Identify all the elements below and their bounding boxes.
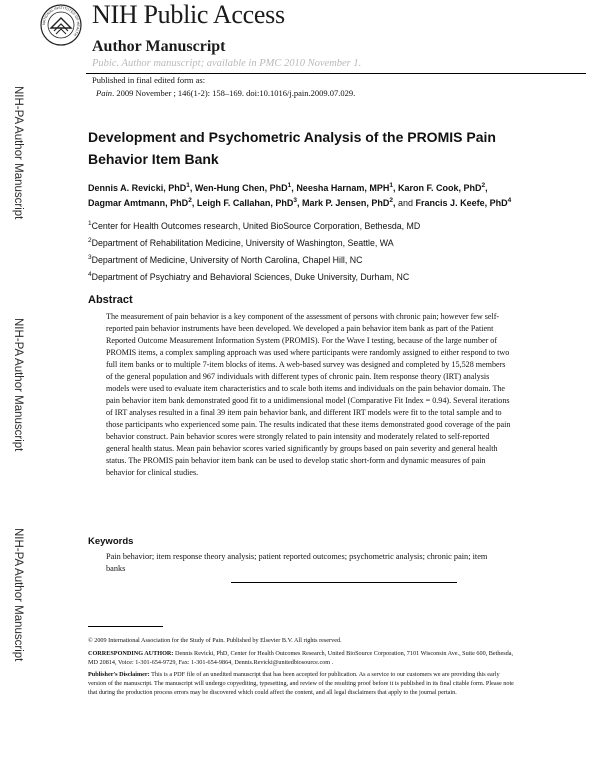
article-title: Development and Psychometric Analysis of the PROMIS Pain Behavior Item Bank (88, 129, 496, 167)
copyright-note: © 2009 International Association for the Study of Pain. Published by Elsevier B.V. All rights reserved. (88, 637, 342, 644)
header-title: NIH Public Access (92, 0, 285, 29)
author: Wen-Hung Chen, PhD (194, 183, 288, 193)
author: Karon F. Cook, PhD (398, 183, 482, 193)
author-affiliation-ref: 1 (389, 182, 393, 189)
affiliation-number: 3 (88, 254, 92, 261)
author-affiliation-ref: 3 (293, 196, 297, 204)
section-rule (231, 582, 457, 583)
affiliation-text: Department of Medicine, University of North Carolina, Chapel Hill, NC (91, 254, 363, 265)
affiliation-number: 1 (88, 220, 92, 227)
author-affiliation-ref: 1 (186, 182, 190, 189)
author-affiliation-ref: 2 (188, 196, 192, 204)
author-affiliation-ref: 2 (389, 196, 393, 204)
author: Dennis A. Revicki, PhD (88, 183, 187, 193)
nih-seal-logo (40, 4, 82, 46)
affiliation (88, 237, 528, 248)
author: Neesha Harnam, MPH (296, 183, 390, 193)
sidebar-watermark: NIH-PA Author Manuscript (12, 528, 24, 662)
affiliation (88, 254, 528, 265)
author: Leigh F. Callahan, PhD (196, 197, 294, 208)
affiliation-text: Department of Psychiatry and Behavioral Sciences, Duke University, Durham, NC (91, 271, 410, 282)
publication-info (92, 74, 355, 100)
author: Mark P. Jensen, PhD (301, 197, 390, 208)
journal-name: Pain (96, 88, 113, 98)
disclaimer-label: Publisher's Disclaimer: (88, 671, 150, 678)
and-word: and (398, 197, 414, 208)
corresponding-author-note (88, 649, 518, 667)
svg-text:NATIONAL INSTITUTES OF HEALTH: NATIONAL INSTITUTES OF HEALTH (41, 5, 81, 37)
author-affiliation-ref: 4 (507, 196, 512, 204)
corresponding-author-text: Dennis Revicki, PhD, Center for Health Outcomes Research, United BioSource Corporation, 7101 Wisconsin Ave., Suite 600, Bethesda, MD 20814, Voice: 1-301-654-9729, Fax: 1-301-654-9864, Dennis.Revicki@unitedbiosource.com . (88, 650, 514, 666)
affiliation (88, 271, 528, 282)
affiliation-text: Center for Health Outcomes research, United BioSource Corporation, Bethesda, MD (91, 220, 421, 231)
citation-details: . 2009 November ; 146(1-2): 158–169. doi:10.1016/j.pain.2009.07.029. (112, 88, 356, 98)
availability-note: Pubic. Author manuscript; available in PMC 2010 November 1. (92, 58, 362, 69)
header-subtitle: Author Manuscript (92, 38, 226, 55)
corresponding-author-label: CORRESPONDING AUTHOR: (88, 650, 174, 657)
keywords-text: Pain behavior; item response theory analysis; patient reported outcomes; psychometric analysis; chronic pain; item banks (106, 552, 488, 573)
published-in-label: Published in final edited form as: (92, 75, 206, 85)
affiliation (88, 220, 528, 231)
affiliation-number: 4 (88, 271, 92, 278)
abstract-text: The measurement of pain behavior is a key component of the assessment of persons with chronic pain; however few self-reported pain behavior instruments have been developed. We developed a pain behavior item bank as part of the Patient Reported Outcome Measurement Information System (PROMIS). For the Wave I testing, because of the large number of PROMIS items, a complex sampling approach was used where participants were randomly assigned to either respond to two full item banks or to multiple 7-item blocks of items. A web-based survey was designed and completed by 15,528 members of the general population and 967 individuals with different types of chronic pain. Item response theory (IRT) analysis models were used to evaluate item characteristics and to scale both items and individuals on the pain behavior domain. The pain behavior item bank demonstrated good fit to a unidimensional model (Comparative Fit Index = 0.94). Several iterations of IRT analyses resulted in a final 39 item pain behavior bank, and different IRT models were fit to the total sample and to those participants who experienced some pain. The results indicated that these items demonstrated good coverage of the pain behavior construct. Pain behavior scores were strongly related to pain intensity and moderately related to self-reported general health status. Mean pain behavior scores varied significantly by groups based on pain severity and general health status. The PROMIS pain behavior item bank can be used to develop static short-form and dynamic measures of pain behavior for clinical studies. (106, 312, 511, 477)
affiliation-text: Department of Rehabilitation Medicine, University of Washington, Seattle, WA (91, 237, 394, 248)
citation (92, 87, 355, 100)
author-affiliation-ref: 2 (481, 182, 486, 189)
sidebar-watermark: NIH-PA Author Manuscript (12, 318, 24, 452)
publisher-disclaimer (88, 670, 518, 697)
disclaimer-text: This is a PDF file of an unedited manuscript that has been accepted for publication. As a service to our customers we are providing this early version of the manuscript. The manuscript will undergo copyediting, typesetting, and review of the resulting proof before it is published in its final citable form. Please note that during the production process errors may be discovered which could affect the content, and all legal disclaimers that apply to the journal pertain. (88, 671, 514, 696)
abstract-heading: Abstract (88, 294, 133, 306)
keywords-heading: Keywords (88, 536, 134, 547)
author: Francis J. Keefe, PhD (415, 197, 508, 208)
author: Dagmar Amtmann, PhD (88, 197, 189, 208)
author-affiliation-ref: 1 (287, 182, 292, 189)
affiliation-number: 2 (88, 237, 92, 244)
footnote-rule (88, 626, 163, 627)
sidebar-watermark: NIH-PA Author Manuscript (12, 86, 24, 220)
author-list: Dennis A. Revicki, PhD$^1$, Wen-Hung Chen, PhD$^1$, Neesha Harnam, MPH$^1$, Karon F. Cook, PhD$^2$, Dagmar Amtmann, PhD$^2$, Leigh F. Callahan, PhD$^3$, Mark P. Jensen, PhD$^2$, and Francis J. Keefe, PhD$^4$ (88, 182, 512, 208)
